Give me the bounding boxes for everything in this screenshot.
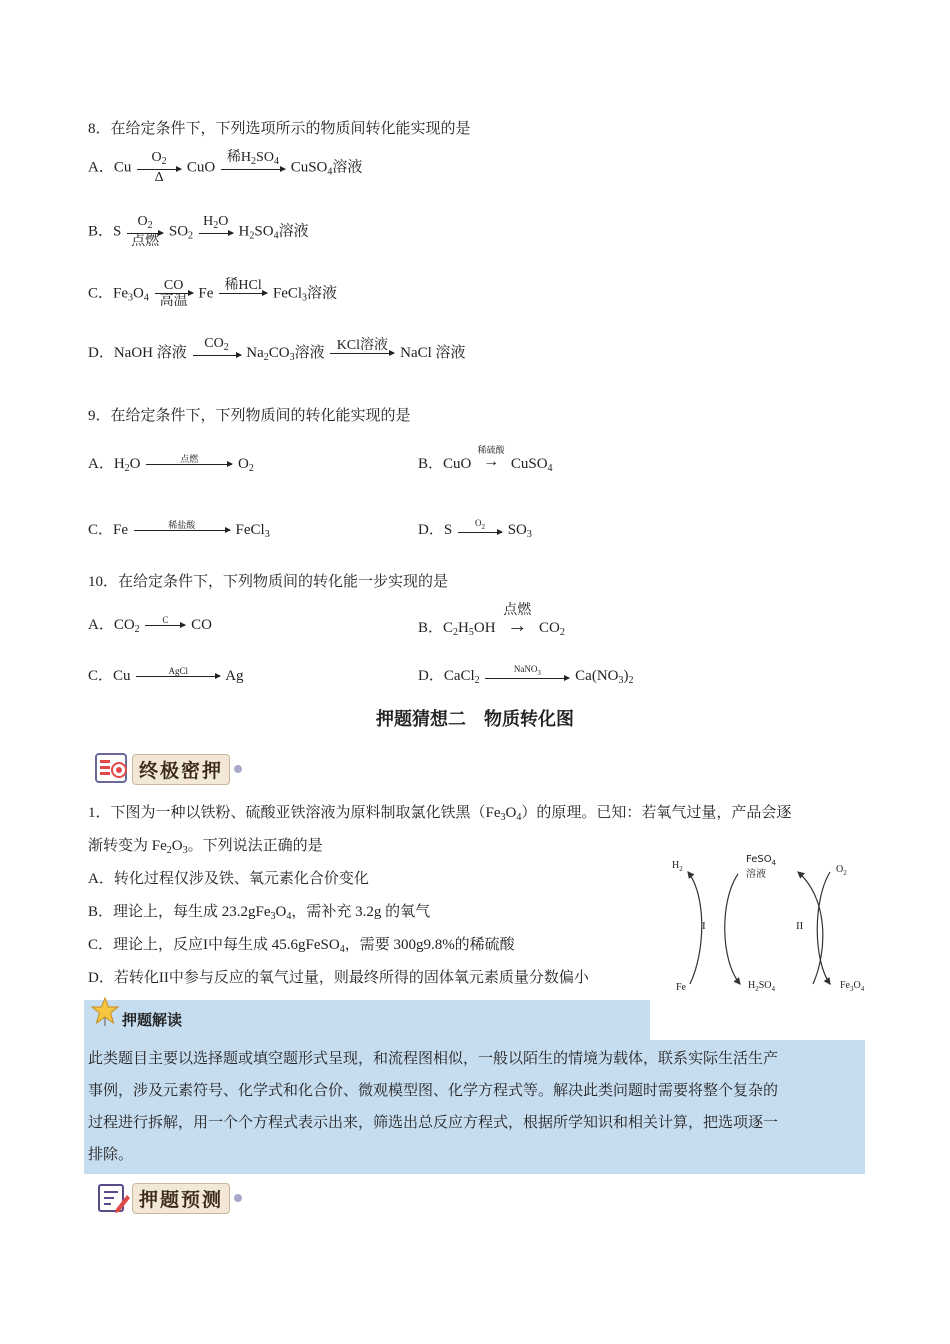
q10-option-d[interactable]: D．CaCl$_2$ NaNO$_3$ $Ca(NO_3)_2$ [418, 664, 634, 686]
q9-option-b[interactable]: B．CuO 稀硫酸 → CuSO$_4$ [418, 444, 553, 474]
arrow-right-icon: → [483, 452, 500, 470]
q9-a-product: O [238, 456, 249, 472]
notebook-pen-icon [96, 1181, 132, 1215]
q10-b-arrow: 点燃 → [503, 603, 532, 637]
badge-dot [234, 1194, 242, 1202]
q9-option-d[interactable]: D．S $O_2$ $SO_3$ [418, 518, 532, 540]
q8-d-arrow1: $CO_2$ [193, 336, 241, 356]
q8-d-start: D．NaOH 溶液 [88, 345, 187, 361]
badge-final-exam-label: 终极密押 [132, 754, 230, 785]
q8-b-arrow2: $H_2O$ [199, 214, 233, 234]
diagram-h2: $H_2$ [672, 860, 683, 873]
q10-option-b[interactable]: B．$C_2H_5OH$ 点燃 → $CO_2$ [418, 603, 565, 638]
q9-a-arrow: 点燃 [146, 454, 232, 465]
q8-a-product: CuSO [290, 159, 328, 176]
badge-dot [234, 765, 242, 773]
q8-a-mid: CuO [186, 159, 216, 176]
interpretation-line1: 此类题目主要以选择题或填空题形式呈现，和流程图相似，一般以陌生的情境为载体，联系实际生活生产 [88, 1051, 779, 1067]
badge-prediction-label: 押题预测 [132, 1183, 230, 1214]
q9-d-start: D．S [418, 522, 453, 538]
q8-c-arrow1: CO 高温 [155, 278, 193, 310]
target-icon [94, 752, 132, 786]
q8-option-b[interactable]: B．S $O_2$ 点燃 $SO_2$ $H_2O$ $H_2SO_4$溶液 [88, 214, 309, 249]
q8-d-mid: Na [246, 345, 264, 361]
q9-b-arrow: 稀硫酸 → [477, 444, 505, 470]
q10-b-product: CO [539, 619, 560, 636]
q1-option-d[interactable]: D．若转化II中参与反应的氧气过量，则最终所得的固体氧元素质量分数偏小 [88, 970, 589, 986]
q9-b-start: B．CuO [418, 456, 472, 472]
q8-option-d[interactable]: D．NaOH 溶液 $CO_2$ $Na_2CO_3$溶液 KCl溶液 NaCl 溶液 [88, 335, 466, 363]
q10-c-arrow: AgCl [136, 666, 220, 677]
interpretation-line2: 事例，涉及元素符号、化学式和化合价、微观模型图、化学方程式等。解决此类问题时需要将整个复杂的 [88, 1083, 779, 1099]
q10-d-product: Ca(NO [575, 668, 619, 684]
q9-a-start: A．H [88, 456, 125, 472]
q8-d-product: NaCl 溶液 [400, 345, 466, 361]
cycle1-left-arrow [688, 872, 702, 984]
q8-a-arrow2: 稀$H_2SO_4$ [221, 150, 285, 170]
q1-stem-line1: 1．下图为一种以铁粉、硫酸亚铁溶液为原料制取氯化铁黑$(Fe_3O_4)$的原理。已知：若氧气过量，产品会逐 [88, 805, 792, 823]
star-icon [90, 996, 120, 1026]
q8-c-start: C．Fe [88, 285, 129, 302]
interpretation-header [84, 1000, 650, 1040]
q1-stem-line2: 渐转变为 $Fe_2O_3$。下列说法正确的是 [88, 838, 323, 856]
diagram-reaction-ii: II [796, 920, 804, 932]
interpretation-title: 押题解读 [122, 1011, 183, 1029]
q10-c-start: C．Cu [88, 668, 131, 684]
diagram-feso4: FeSO$_4$ 溶液 [746, 854, 777, 880]
q8-c-product: FeCl [272, 285, 303, 302]
q1-option-c[interactable]: C．理论上，反应I中每生成 45.6gFeSO$_4$，需要 300g9.8%的稀硫酸 [88, 937, 515, 955]
q10-d-start: D．CaCl [418, 668, 475, 684]
q8-c-mid: Fe [198, 285, 214, 302]
q9-b-product: CuSO [510, 456, 548, 472]
badge-prediction [96, 1181, 242, 1215]
q10-a-arrow: C [145, 615, 185, 626]
badge-final-exam [94, 752, 242, 786]
q8-stem: 8．在给定条件下，下列选项所示的物质间转化能实现的是 [88, 121, 471, 137]
q9-c-arrow: 稀盐酸 [134, 520, 230, 531]
conversion-diagram [668, 850, 873, 1000]
q10-b-start: B．C [418, 619, 454, 636]
q10-a-start: A．CO [88, 617, 135, 633]
section-heading: 押题猜想二 物质转化图 [376, 709, 574, 730]
diagram-h2so4: $H_2SO_4$ [748, 980, 776, 993]
q8-a-start: A．Cu [88, 159, 132, 176]
q8-b-arrow1: $O_2$ 点燃 [127, 214, 163, 250]
q10-option-a[interactable]: A．$CO_2$ C CO [88, 615, 213, 635]
q1-option-b[interactable]: B．理论上，每生成 $23.2gFe_3O_4$，需补充 3.2g 的氧气 [88, 904, 431, 922]
cycle1-right-arrow [725, 874, 740, 984]
diagram-fe3o4: $Fe_3O_4$ [840, 980, 865, 993]
q10-c-product: Ag [225, 668, 244, 684]
q8-a-arrow1: $\frac{O_2}{\Delta}$ [137, 150, 181, 186]
interpretation-line3: 过程进行拆解，用一个个方程式表示出来，筛选出总反应方程式，根据所学知识和相关计算，把选项逐一 [88, 1115, 779, 1131]
q8-d-arrow2: KCl溶液 [330, 338, 394, 354]
q9-d-arrow: $O_2$ [458, 518, 502, 533]
q8-b-start: B．S [88, 223, 122, 240]
q10-option-c[interactable] [88, 664, 244, 685]
q8-option-c[interactable]: C．$Fe_3O_4$ CO 高温 Fe 稀HCl FeCl$_3$溶液 [88, 278, 338, 309]
q8-c-arrow2: 稀HCl [219, 278, 267, 294]
q9-c-start: C．Fe [88, 522, 129, 538]
q8-b-product: H [238, 223, 250, 240]
q9-option-a[interactable]: A．$H_2O$ 点燃 $O_2$ [88, 454, 254, 474]
q8-b-mid: SO [168, 223, 189, 240]
q10-stem: 10．在给定条件下，下列物质间的转化能一步实现的是 [88, 574, 449, 590]
diagram-o2: $O_2$ [836, 864, 847, 877]
q8-option-a[interactable]: A．Cu $\frac{O_2}{\Delta}$ CuO 稀$H_2SO_4$ CuSO$_4$溶液 [88, 150, 363, 185]
diagram-reaction-i: I [702, 920, 706, 932]
interpretation-line4: 排除。 [88, 1147, 134, 1163]
q9-stem: 9．在给定条件下，下列物质间的转化能实现的是 [88, 408, 411, 424]
q9-option-c[interactable]: C．Fe 稀盐酸 FeCl$_3$ [88, 520, 270, 540]
arrow-right-icon: → [507, 615, 528, 637]
q9-c-product: FeCl [235, 522, 265, 538]
q10-a-product: CO [191, 617, 213, 633]
q1-option-a[interactable]: A．转化过程仅涉及铁、氧元素化合价变化 [88, 871, 369, 887]
q10-d-arrow: NaNO$_3$ [485, 664, 569, 679]
q9-d-product: SO [507, 522, 527, 538]
diagram-fe: Fe [676, 982, 686, 993]
